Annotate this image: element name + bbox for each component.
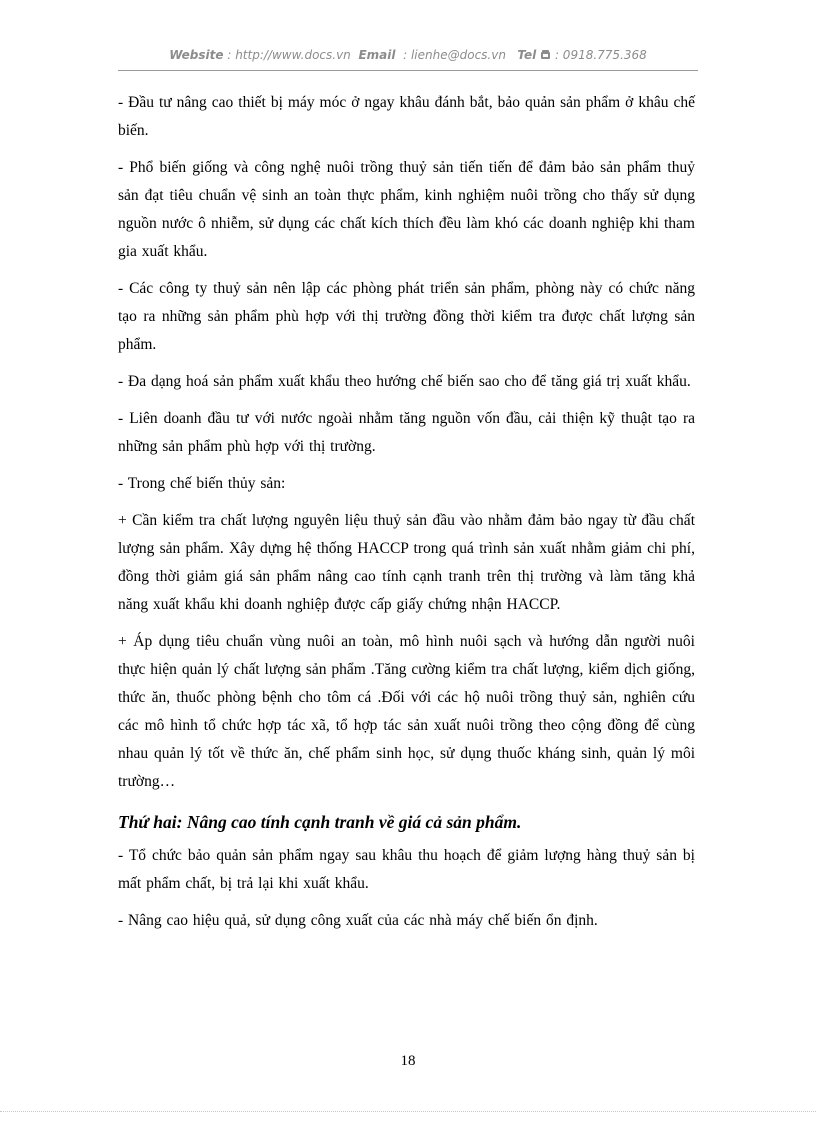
paragraph: - Đa dạng hoá sản phẩm xuất khẩu theo hướng chế biến sao cho để tăng giá trị xuất khẩu. [118,373,691,390]
paragraph: - Các công ty thuỷ sản nên lập các phòng phát triển sản phẩm, phòng này có chức năng tạo ra những sản phẩm phù hợp với thị trường đồng thời kiểm tra được chất lượng sản phẩm. [118,280,695,353]
header-divider [118,70,698,71]
tel-label: Tel [517,48,537,62]
website-value: : http://www.docs.vn [227,48,351,62]
paragraph: - Nâng cao hiệu quả, sử dụng công xuất của các nhà máy chế biến ổn định. [118,912,598,929]
paragraph: - Trong chế biến thủy sản: [118,475,286,492]
page-number: 18 [400,1053,416,1069]
paragraph: - Đầu tư nâng cao thiết bị máy móc ở ngay khâu đánh bắt, bảo quản sản phẩm ở khâu chế biến. [118,94,695,139]
phone-icon [540,48,555,62]
page-bottom-divider [0,1111,816,1112]
email-label: Email [358,48,396,62]
paragraph: + Áp dụng tiêu chuẩn vùng nuôi an toàn, mô hình nuôi sạch và hướng dẫn người nuôi thực hiện quản lý chất lượng sản phẩm .Tăng cường kiểm tra chất lượng, kiểm dịch giống, thức ăn, thuốc phòng bệnh cho tôm cá .Đối với các hộ nuôi trồng thuỷ sản, nghiên cứu các mô hình tổ chức hợp tác xã, tổ hợp tác sản xuất nuôi trồng theo cộng đồng để cùng nhau quản lý tốt về thức ăn, chế phẩm sinh học, sử dụng thuốc kháng sinh, quản lý môi trường… [118,633,695,790]
page-content [118,89,695,944]
paragraph: + Cần kiểm tra chất lượng nguyên liệu thuỷ sản đầu vào nhằm đảm bảo ngay từ đầu chất lượng sản phẩm. Xây dựng hệ thống HACCP trong quá trình sản xuất nhằm giảm chi phí, đồng thời giảm giá sản phẩm nâng cao tính cạnh tranh trên thị trường và làm tăng khả năng xuất khẩu khi doanh nghiệp được cấp giấy chứng nhận HACCP. [118,512,695,613]
paragraph: - Phổ biến giống và công nghệ nuôi trồng thuỷ sản tiến tiến để đảm bảo sản phẩm thuỷ sản đạt tiêu chuẩn vệ sinh an toàn thực phẩm, kinh nghiệm nuôi trồng cho thấy sử dụng nguồn nước ô nhiễm, sử dụng các chất kích thích đều làm khó các doanh nghiệp khi tham gia xuất khẩu. [118,159,695,260]
page-header [118,48,698,62]
paragraph: - Tổ chức bảo quản sản phẩm ngay sau khâu thu hoạch để giảm lượng hàng thuỷ sản bị mất phẩm chất, bị trả lại khi xuất khẩu. [118,847,695,892]
paragraph: - Liên doanh đầu tư với nước ngoài nhằm tăng nguồn vốn đầu, cải thiện kỹ thuật tạo ra những sản phẩm phù hợp với thị trường. [118,410,695,455]
website-label: Website [169,48,224,62]
tel-value: : 0918.775.368 [554,48,647,62]
section-heading: Thứ hai: Nâng cao tính cạnh tranh về giá cả sản phẩm. [118,812,522,832]
email-value: : lienhe@docs.vn [403,48,506,62]
